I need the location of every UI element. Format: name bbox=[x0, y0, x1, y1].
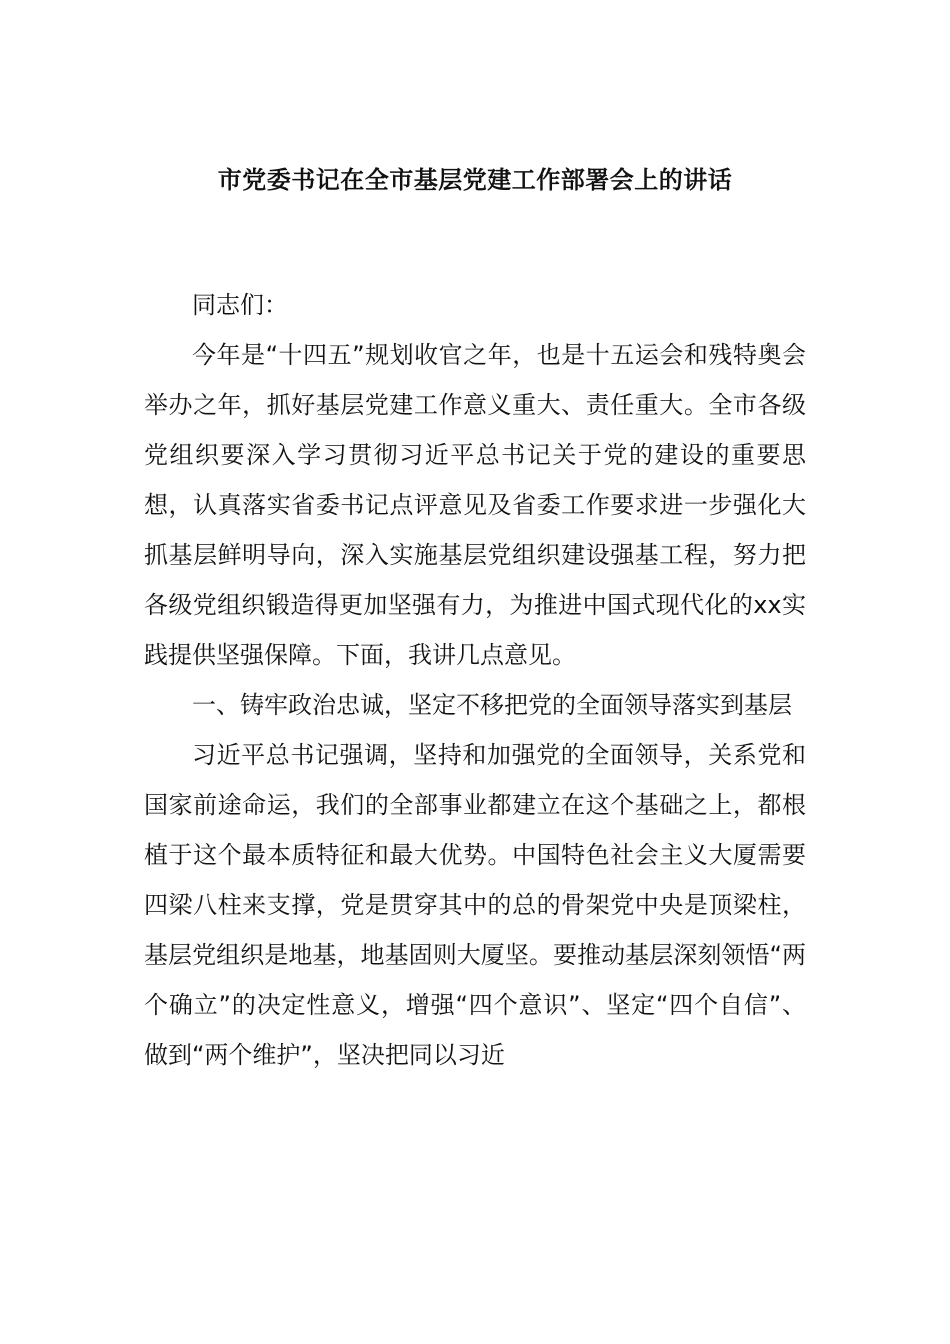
salutation: 同志们： bbox=[192, 291, 288, 319]
section-heading: 一、铸牢政治忠诚，坚定不移把党的全面领导落实到基层 bbox=[192, 691, 792, 719]
body-paragraph: 习近平总书记强调，坚持和加强党的全面领导，关系党和国家前途命运，我们的全部事业都建立在这个基础之上，都根植于这个最本质特征和最大优势。中国特色社会主义大厦需要四梁八柱来支撑，党是贯穿其中的总的骨架党中央是顶梁柱，基层党组织是地基，地基固则大厦坚。要推动基层深刻领悟“两个确立”的决定性意义，增强“四个意识”、坚定“四个自信”、做到“两个维护”，坚决把同以习近 bbox=[144, 741, 806, 1069]
document-title: 市党委书记在全市基层党建工作部署会上的讲话 bbox=[217, 166, 733, 194]
body-paragraph: 今年是“十四五”规划收官之年，也是十五运会和残特奥会举办之年，抓好基层党建工作意义重大、责任重大。全市各级党组织要深入学习贯彻习近平总书记关于党的建设的重要思想，认真落实省委书记点评意见及省委工作要求进一步强化大抓基层鲜明导向，深入实施基层党组织建设强基工程，努力把各级党组织锻造得更加坚强有力，为推进中国式现代化的xx实践提供坚强保障。下面，我讲几点意见。 bbox=[144, 341, 806, 669]
document-body bbox=[144, 280, 806, 1080]
